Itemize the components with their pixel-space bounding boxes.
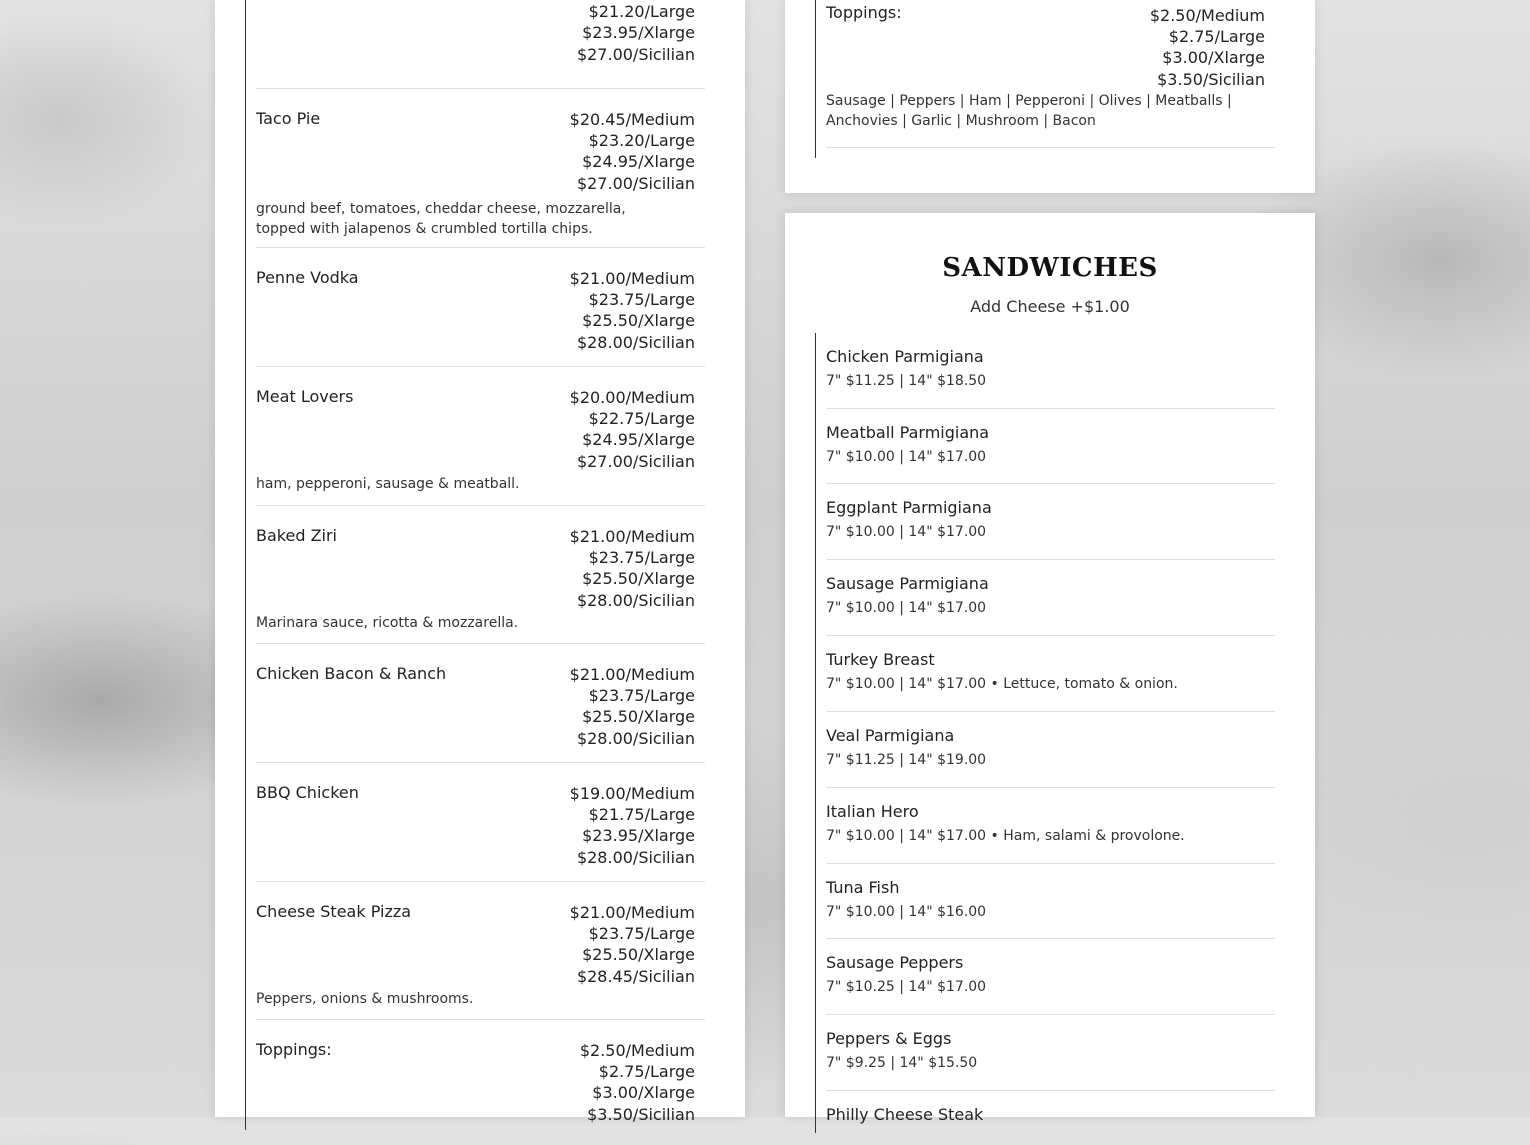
price-large: $21.20/Large	[588, 2, 695, 22]
pizza-item-list	[245, 0, 705, 1130]
price-medium: $2.50/Medium	[579, 1041, 695, 1060]
price-large: $23.75/Large	[588, 290, 695, 310]
item-name: Meatball Parmigiana	[826, 423, 990, 442]
sandwich-item	[826, 650, 1275, 712]
item-prices	[495, 109, 695, 194]
item-name: Toppings:	[826, 3, 902, 22]
item-description: Marinara sauce, ricotta & mozzarella.	[256, 615, 519, 631]
item-name: BBQ Chicken	[256, 783, 359, 802]
price-medium: $19.00/Medium	[569, 784, 695, 803]
sandwich-item	[826, 347, 1275, 409]
price-sicilian: $28.45/Sicilian	[576, 966, 695, 986]
item-name: Tuna Fish	[826, 878, 900, 897]
menu-item-toppings	[826, 3, 1275, 148]
menu-item	[256, 387, 705, 506]
menu-item	[256, 664, 705, 763]
menu-item	[256, 783, 705, 882]
menu-item	[256, 109, 705, 248]
price-medium: $20.45/Medium	[569, 110, 695, 129]
price-sicilian: $27.00/Sicilian	[576, 451, 695, 471]
price-xlarge: $24.95/Xlarge	[582, 430, 695, 450]
sandwich-item	[826, 1105, 1275, 1145]
item-name: Turkey Breast	[826, 650, 935, 669]
item-prices: 7" $10.00 | 14" $17.00 • Ham, salami & provolone.	[826, 828, 1185, 844]
sandwich-item	[826, 802, 1275, 864]
item-name: Sausage Peppers	[826, 953, 964, 972]
item-name: Chicken Parmigiana	[826, 347, 984, 366]
item-name: Toppings:	[256, 1040, 332, 1059]
price-xlarge: $25.50/Xlarge	[582, 311, 695, 331]
price-sicilian: $3.50/Sicilian	[587, 1104, 695, 1124]
price-xlarge: $25.50/Xlarge	[582, 707, 695, 727]
sandwich-item	[826, 726, 1275, 788]
price-medium: $21.00/Medium	[569, 527, 695, 546]
price-large: $21.75/Large	[588, 805, 695, 825]
section-subtitle: Add Cheese +$1.00	[970, 297, 1130, 316]
price-xlarge: $3.00/Xlarge	[592, 1083, 695, 1103]
toppings-list	[815, 0, 1275, 158]
price-xlarge: $3.00/Xlarge	[1162, 48, 1265, 68]
item-prices	[495, 387, 695, 472]
price-sicilian: $28.00/Sicilian	[576, 590, 695, 610]
toppings-panel	[785, 0, 1315, 193]
item-name: Sausage Parmigiana	[826, 574, 989, 593]
price-large: $23.75/Large	[588, 686, 695, 706]
price-large: $23.75/Large	[588, 924, 695, 944]
price-sicilian: $28.00/Sicilian	[576, 847, 695, 867]
item-name: Eggplant Parmigiana	[826, 498, 992, 517]
item-name: Veal Parmigiana	[826, 726, 955, 745]
price-large: $2.75/Large	[1168, 27, 1265, 47]
menu-item	[256, 0, 705, 89]
item-description: Peppers, onions & mushrooms.	[256, 991, 474, 1007]
price-xlarge: $23.95/Xlarge	[582, 23, 695, 43]
item-prices	[495, 783, 695, 868]
item-prices: 7" $11.25 | 14" $19.00	[826, 752, 987, 768]
item-name: Chicken Bacon & Ranch	[256, 664, 447, 683]
section-title: SANDWICHES	[942, 253, 1158, 283]
sandwich-item	[826, 1029, 1275, 1091]
item-prices	[495, 526, 695, 611]
item-name: Peppers & Eggs	[826, 1029, 952, 1048]
sandwich-list	[815, 333, 1275, 1133]
toppings-description: Sausage | Peppers | Ham | Pepperoni | Olives | Meatballs | Anchovies | Garlic | Mushroom | Bacon	[826, 93, 1232, 129]
item-prices: 7" $10.25 | 14" $17.00	[826, 979, 987, 995]
item-prices: 7" $10.00 | 14" $16.00	[826, 904, 987, 920]
item-description: ham, pepperoni, sausage & meatball.	[256, 476, 520, 492]
price-sicilian: $28.00/Sicilian	[576, 728, 695, 748]
item-name: Penne Vodka	[256, 268, 359, 287]
item-prices: 7" $10.00 | 14" $17.00	[826, 524, 987, 540]
price-sicilian: $3.50/Sicilian	[1157, 69, 1265, 89]
item-prices: 7" $10.00 | 14" $17.00	[826, 600, 987, 616]
sandwich-item	[826, 423, 1275, 484]
sandwich-item	[826, 878, 1275, 939]
price-sicilian: $27.00/Sicilian	[576, 44, 695, 64]
item-name: Cheese Steak Pizza	[256, 902, 412, 921]
item-prices: 7" $9.25 | 14" $15.50	[826, 1055, 978, 1071]
menu-item	[256, 526, 705, 644]
item-prices	[495, 902, 695, 987]
price-large: $23.20/Large	[588, 131, 695, 151]
price-xlarge: $25.50/Xlarge	[582, 945, 695, 965]
item-name: Philly Cheese Steak	[826, 1105, 984, 1124]
item-prices: 7" $10.00 | 14" $17.00	[826, 449, 987, 465]
item-description: ground beef, tomatoes, cheddar cheese, mozzarella, topped with jalapenos & crumbled tortilla chips.	[256, 201, 626, 237]
price-large: $23.75/Large	[588, 548, 695, 568]
item-name: Italian Hero	[826, 802, 919, 821]
item-prices	[495, 0, 695, 65]
price-medium: $20.00/Medium	[569, 388, 695, 407]
item-prices: 7" $11.25 | 14" $18.50	[826, 373, 987, 389]
sandwich-item	[826, 574, 1275, 636]
item-prices	[495, 664, 695, 749]
price-sicilian: $28.00/Sicilian	[576, 332, 695, 352]
sandwich-item	[826, 953, 1275, 1015]
price-large: $22.75/Large	[588, 409, 695, 429]
sandwich-item	[826, 498, 1275, 560]
item-name: Taco Pie	[256, 109, 321, 128]
sandwiches-panel	[785, 213, 1315, 1124]
item-name: Meat Lovers	[256, 387, 354, 406]
item-prices	[1065, 5, 1265, 90]
pizza-menu-panel	[215, 0, 745, 1124]
price-xlarge: $24.95/Xlarge	[582, 152, 695, 172]
item-name: Baked Ziri	[256, 526, 337, 545]
price-sicilian: $27.00/Sicilian	[576, 173, 695, 193]
price-medium: $2.50/Medium	[1149, 6, 1265, 25]
price-large: $2.75/Large	[598, 1062, 695, 1082]
menu-item	[256, 902, 705, 1020]
price-medium: $21.00/Medium	[569, 665, 695, 684]
item-prices	[495, 268, 695, 353]
price-medium: $21.00/Medium	[569, 903, 695, 922]
price-medium: $21.00/Medium	[569, 269, 695, 288]
menu-item	[256, 268, 705, 367]
price-xlarge: $25.50/Xlarge	[582, 569, 695, 589]
item-prices	[495, 1040, 695, 1125]
item-prices: 7" $10.00 | 14" $17.00 • Lettuce, tomato & onion.	[826, 676, 1178, 692]
price-xlarge: $23.95/Xlarge	[582, 826, 695, 846]
